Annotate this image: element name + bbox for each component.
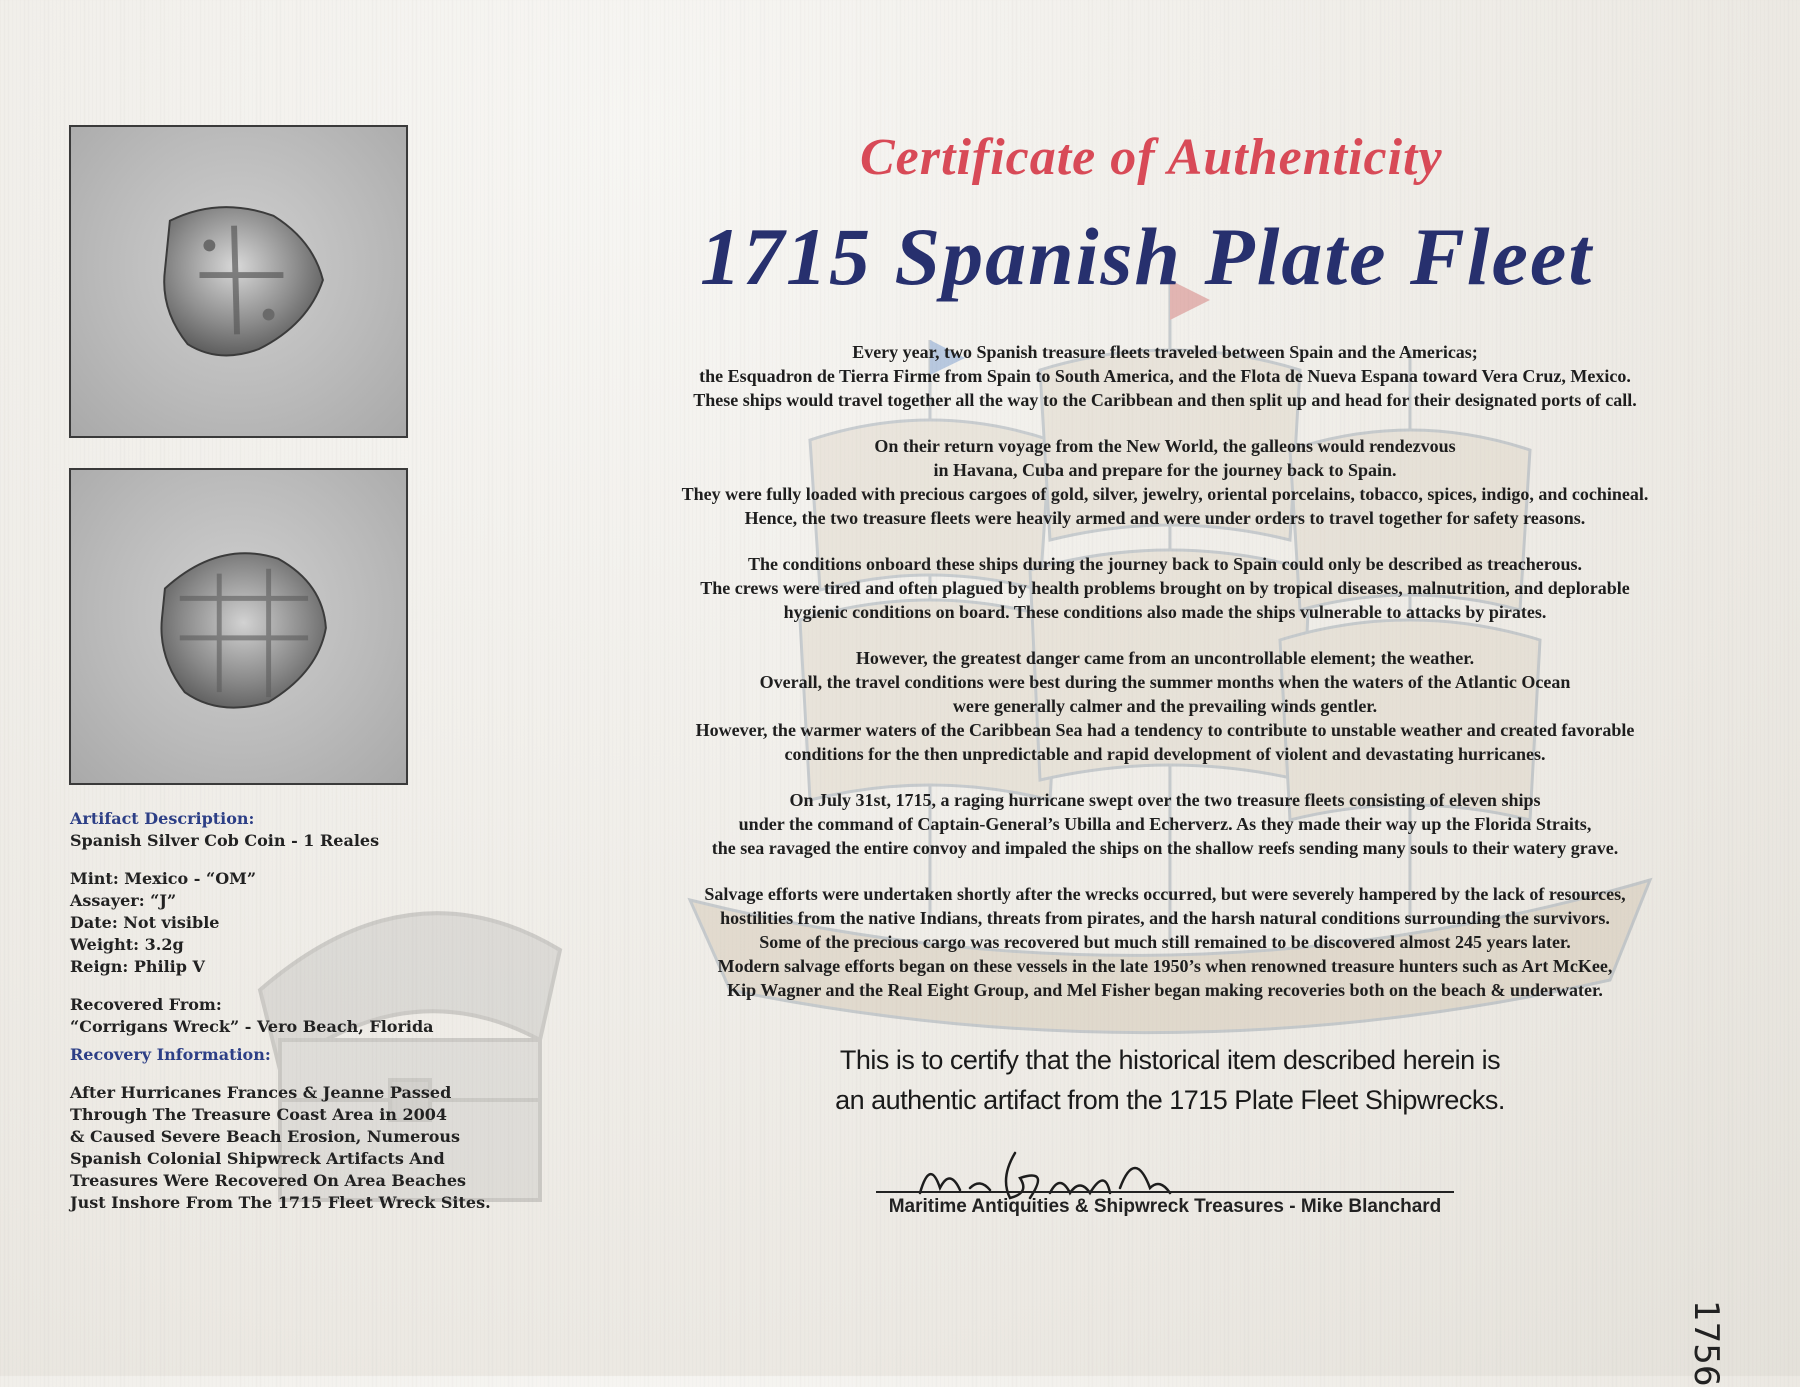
text-line: Salvage efforts were undertaken shortly after the wrecks occurred, but were severely hampered by the lack of resources,	[704, 884, 1626, 904]
artifact-description: Spanish Silver Cob Coin - 1 Reales	[70, 831, 380, 850]
text-line: the Esquadron de Tierra Firme from Spain to South America, and the Flota de Nueva Espana toward Vera Cruz, Mexico.	[699, 366, 1631, 386]
artifact-info	[70, 808, 500, 1214]
history-paragraph	[600, 434, 1730, 530]
text-line: Modern salvage efforts began on these vessels in the late 1950’s when renowned treasure hunters such as Art McKee,	[717, 956, 1613, 976]
history-paragraph	[600, 552, 1730, 624]
text-line: The conditions onboard these ships during the journey back to Spain could only be described as treacherous.	[748, 554, 1582, 574]
signature-line	[876, 1191, 1454, 1193]
text-line: hostilities from the native Indians, threats from pirates, and the harsh natural conditions surrounding the survivors.	[720, 908, 1610, 928]
text-line: Every year, two Spanish treasure fleets traveled between Spain and the Americas;	[852, 342, 1478, 362]
coin-obverse-photo	[69, 125, 408, 438]
text-line: Kip Wagner and the Real Eight Group, and Mel Fisher began making recoveries both on the beach & underwater.	[727, 980, 1603, 1000]
certification-statement	[780, 1040, 1560, 1120]
artifact-mint: Mint: Mexico - “OM”	[70, 869, 257, 888]
recovery-line: & Caused Severe Beach Erosion, Numerous	[70, 1127, 461, 1146]
history-paragraph	[600, 340, 1730, 412]
recovery-info-heading: Recovery Information:	[70, 1045, 271, 1064]
text-line: These ships would travel together all the way to the Caribbean and then split up and head for their designated ports of call.	[693, 390, 1637, 410]
text-line: Overall, the travel conditions were best during the summer months when the waters of the Atlantic Ocean	[759, 672, 1571, 692]
recovered-from-label: Recovered From:	[70, 995, 222, 1014]
text-line: On July 31st, 1715, a raging hurricane swept over the two treasure fleets consisting of eleven ships	[789, 790, 1541, 810]
text-line: On their return voyage from the New World, the galleons would rendezvous	[874, 436, 1456, 456]
certify-line: an authentic artifact from the 1715 Plate Fleet Shipwrecks.	[835, 1085, 1505, 1115]
text-line: were generally calmer and the prevailing winds gentler.	[952, 696, 1378, 716]
text-line: under the command of Captain-General’s Ubilla and Echerverz. As they made their way up the Florida Straits,	[738, 814, 1592, 834]
artifact-description-heading: Artifact Description:	[70, 809, 255, 828]
history-text	[600, 340, 1730, 1024]
recovery-line: Spanish Colonial Shipwreck Artifacts And	[70, 1149, 445, 1168]
artifact-weight: Weight: 3.2g	[70, 935, 184, 954]
text-line: Some of the precious cargo was recovered but much still remained to be discovered almost 245 years later.	[759, 932, 1571, 952]
text-line: However, the greatest danger came from an uncontrollable element; the weather.	[855, 648, 1475, 668]
artifact-assayer: Assayer: “J”	[70, 891, 177, 910]
coin-obverse-image	[71, 127, 406, 436]
recovery-line: Through The Treasure Coast Area in 2004	[70, 1105, 448, 1124]
history-paragraph	[600, 882, 1730, 1002]
artifact-reign: Reign: Philip V	[70, 957, 205, 976]
certificate-title: Certificate of Authenticity	[860, 129, 1443, 186]
maritime-signature-caption: Maritime Antiquities & Shipwreck Treasures - Mike Blanchard	[888, 1196, 1442, 1217]
recovery-line: After Hurricanes Frances & Jeanne Passed	[70, 1083, 452, 1102]
coin-reverse-photo	[69, 468, 408, 785]
recovered-from: “Corrigans Wreck” - Vero Beach, Florida	[70, 1017, 434, 1036]
recovery-line: Treasures Were Recovered On Area Beaches	[70, 1171, 467, 1190]
text-line: Hence, the two treasure fleets were heavily armed and were under orders to travel together for safety reasons.	[744, 508, 1586, 528]
text-line: However, the warmer waters of the Caribbean Sea had a tendency to contribute to unstable weather and created favorable	[695, 720, 1635, 740]
text-line: conditions for the then unpredictable and rapid development of violent and devastating hurricanes.	[784, 744, 1546, 764]
text-line: The crews were tired and often plagued by health problems brought on by tropical diseases, malnutrition, and deplorable	[700, 578, 1630, 598]
handwritten-number: 1756	[1686, 1300, 1726, 1387]
text-line: the sea ravaged the entire convoy and impaled the ships on the shallow reefs sending many souls to their watery grave.	[711, 838, 1619, 858]
coin-reverse-image	[71, 470, 406, 783]
fleet-title: 1715 Spanish Plate Fleet	[700, 211, 1594, 302]
history-paragraph	[600, 646, 1730, 766]
certify-line: This is to certify that the historical item described herein is	[839, 1045, 1501, 1075]
recovery-line: Just Inshore From The 1715 Fleet Wreck Sites.	[70, 1193, 491, 1212]
text-line: They were fully loaded with precious cargoes of gold, silver, jewelry, oriental porcelains, tobacco, spices, indigo, and cochineal.	[681, 484, 1649, 504]
text-line: hygienic conditions on board. These conditions also made the ships vulnerable to attacks by pirates.	[783, 602, 1547, 622]
artifact-date: Date: Not visible	[70, 913, 220, 932]
text-line: in Havana, Cuba and prepare for the journey back to Spain.	[933, 460, 1397, 480]
history-paragraph	[600, 788, 1730, 860]
